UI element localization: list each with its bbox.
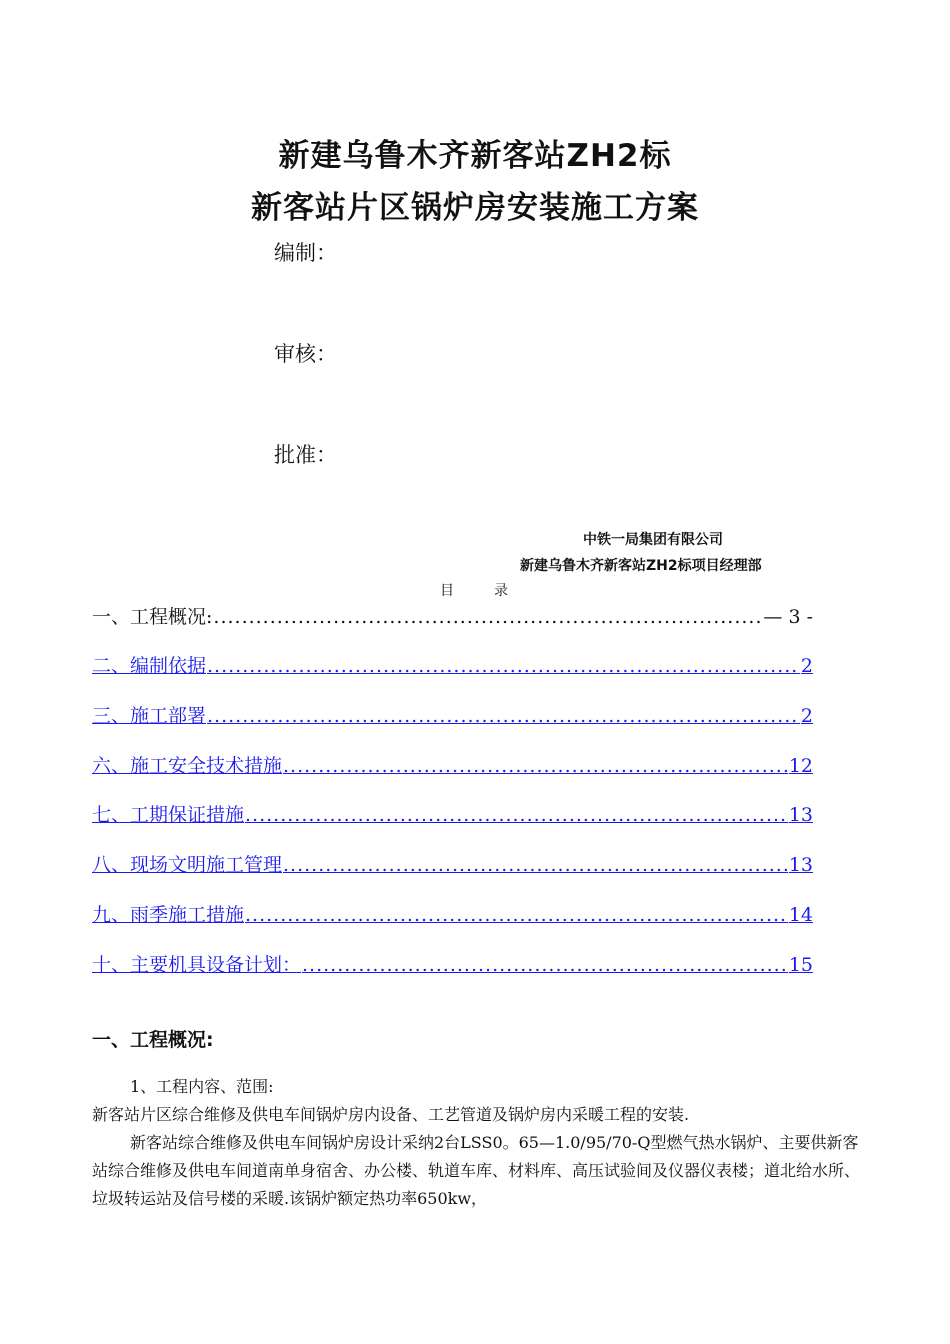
toc-leader-dots xyxy=(302,954,788,976)
toc-entry-label: 七、工期保证措施 xyxy=(92,804,245,826)
toc-entry-page: 13 xyxy=(788,804,813,826)
toc-leader-dots xyxy=(207,705,800,727)
toc-entry-link[interactable] xyxy=(92,800,813,826)
compile-label: 编制： xyxy=(274,241,337,265)
toc-entry-link[interactable] xyxy=(92,850,813,876)
approve-label: 批准： xyxy=(274,443,337,467)
subsection-item: 1、工程内容、范围: xyxy=(130,1077,274,1096)
toc-title: 目录 xyxy=(440,583,548,599)
toc-entry-link[interactable] xyxy=(92,900,813,926)
toc-leader-dots xyxy=(283,755,788,777)
toc-entry-link[interactable] xyxy=(92,751,813,777)
toc-entry-page: 2 xyxy=(800,705,813,727)
toc-leader-dots xyxy=(245,904,788,926)
department-name: 新建乌鲁木齐新客站ZH2标项目经理部 xyxy=(520,558,762,574)
toc-entry-label: 三、施工部署 xyxy=(92,705,207,727)
toc-entry-page: 12 xyxy=(788,755,813,777)
toc-entry-label: 八、现场文明施工管理 xyxy=(92,854,283,876)
toc-entry-link[interactable] xyxy=(92,651,813,677)
toc-entry-label: 一、工程概况: xyxy=(92,606,213,628)
company-name: 中铁一局集团有限公司 xyxy=(583,532,723,548)
toc-entry-page: — 3 - xyxy=(763,606,813,628)
body-paragraph: 新客站综合维修及供电车间锅炉房设计采纳2台LSS0。65—1.0/95/70-Q型燃气热水锅炉、主要供新客站综合维修及供电车间道南单身宿舍、办公楼、轨道车库、材料库、高压试验间及仪器仪表楼；道北给水所、垃圾转运站及信号楼的采暖.该锅炉额定热功率650kw， xyxy=(92,1133,861,1208)
toc-entry[interactable] xyxy=(92,602,813,628)
toc-entry-link[interactable] xyxy=(92,950,813,976)
toc-entry-page: 13 xyxy=(788,854,813,876)
document-title-line2: 新客站片区锅炉房安装施工方案 xyxy=(251,190,699,226)
toc-entry-page: 2 xyxy=(800,655,813,677)
toc-leader-dots xyxy=(245,804,788,826)
toc-leader-dots xyxy=(213,606,762,628)
toc-entry-page: 14 xyxy=(788,904,813,926)
section-heading: 一、工程概况: xyxy=(92,1029,214,1051)
toc-entry-label: 二、编制依据 xyxy=(92,655,207,677)
toc-leader-dots xyxy=(207,655,800,677)
toc-entry-label: 六、施工安全技术措施 xyxy=(92,755,283,777)
review-label: 审核： xyxy=(274,342,337,366)
toc-entry-link[interactable] xyxy=(92,701,813,727)
body-paragraph: 新客站片区综合维修及供电车间锅炉房内设备、工艺管道及锅炉房内采暖工程的安装. xyxy=(92,1105,690,1124)
toc-entry-label: 十、主要机具设备计划： xyxy=(92,954,302,976)
toc-entry-page: 15 xyxy=(788,954,813,976)
toc-leader-dots xyxy=(283,854,788,876)
document-title-line1: 新建乌鲁木齐新客站ZH2标 xyxy=(278,138,672,174)
toc-entry-label: 九、雨季施工措施 xyxy=(92,904,245,926)
